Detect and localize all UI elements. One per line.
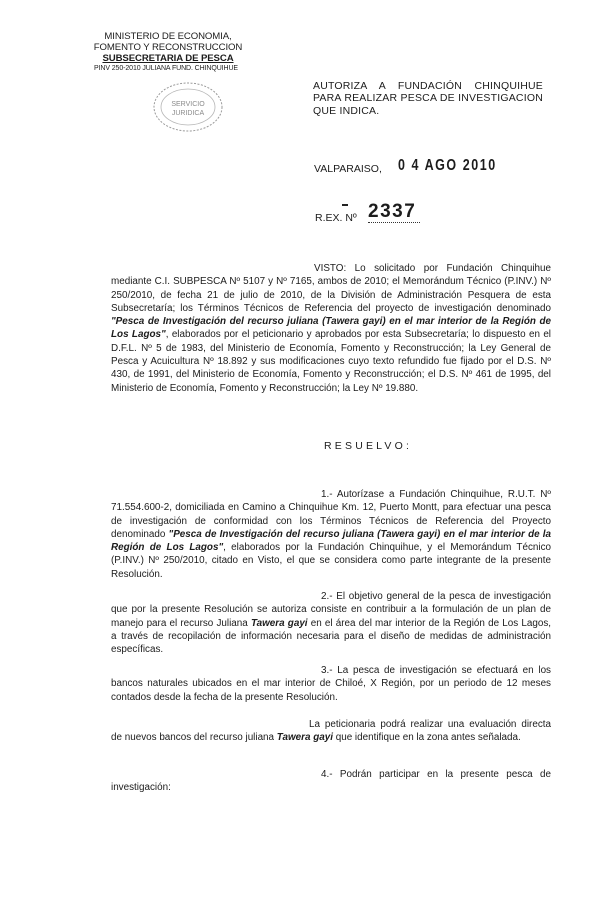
- resolution-number: 2337: [368, 201, 420, 223]
- item-1-text: 1.- Autorízase a Fundación Chinquihue, R.U.T. Nº 71.554.600-2, domiciliada en Camino a Chinquihue Km. 12, Puerto Montt, para efectuar una pesca de investigación de conformidad con los Términos Técnicos de Referencia del Proyecto denominado: [111, 489, 551, 540]
- item-3b-species: Tawera gayi: [276, 732, 333, 744]
- header-line-fomento: FOMENTO Y RECONSTRUCCION: [93, 41, 243, 53]
- item-4-text: 4.- Podrán participar en la presente pesca de investigación:: [111, 769, 551, 794]
- visto-project-title: "Pesca de Investigación del recurso juliana (Tawera gayi) en el mar interior de la Región de Los Lagos": [111, 316, 551, 341]
- item-1-project-title: "Pesca de Investigación del recurso juliana (Tawera gayi) en el mar interior de la Región de Los Lagos": [111, 528, 551, 554]
- resuelvo-heading: RESUELVO:: [324, 440, 413, 452]
- header-line-subsecretaria: SUBSECRETARIA DE PESCA: [102, 52, 234, 64]
- resolution-summary: AUTORIZA A FUNDACIÓN CHINQUIHUE PARA REALIZAR PESCA DE INVESTIGACION QUE INDICA.: [313, 80, 543, 117]
- visto-paragraph: [111, 262, 551, 395]
- item-3: [111, 664, 551, 704]
- place-label: VALPARAISO,: [314, 163, 382, 175]
- item-3b-text: La peticionaria podrá realizar una evaluación directa de nuevos bancos del recurso juliana: [111, 719, 551, 744]
- item-2-species: Tawera gayi: [250, 617, 308, 629]
- mark-tick: [342, 204, 348, 206]
- header-line-ministry: MINISTERIO DE ECONOMIA,: [104, 31, 232, 42]
- item-4: [111, 768, 551, 795]
- stamp-line-2: JURIDICA: [171, 110, 205, 117]
- item-1-text-rest: , elaborados por la Fundación Chinquihue, y el Memorándum Técnico (P.INV.) Nº 250/2010, citado en Visto, el que se considera como parte integrante de la presente Resolución.: [111, 542, 551, 580]
- ministry-header: [78, 32, 258, 73]
- item-1: [111, 488, 551, 581]
- item-2-text-rest: en el área del mar interior de la Región de Los Lagos, a través de recopilación de información necesaria para el diseño de medidas de administración específicas.: [111, 617, 552, 656]
- stamp-line-1: SERVICIO: [171, 101, 205, 108]
- item-3-continuation: [111, 718, 551, 745]
- header-line-file-ref: PINV 250-2010 JULIANA FUND. CHINQUIHUE: [93, 65, 239, 73]
- visto-text: VISTO: Lo solicitado por Fundación Chinquihue mediante C.I. SUBPESCA Nº 5107 y Nº 7165, ambos de 2010; el Memorándum Técnico (P.INV.) Nº 250/2010, de fecha 21 de julio de 2010, de la División de Administración Pesquera de esta Subsecretaría; los Términos Técnicos de Referencia del proyecto de investigación denominado: [111, 263, 551, 314]
- resolution-number-label: R.EX. Nº: [315, 212, 357, 224]
- circular-seal-stamp: [148, 80, 228, 134]
- item-2: [111, 590, 551, 656]
- date-stamp: 0 4 AGO 2010: [398, 157, 497, 174]
- item-3-text: 3.- La pesca de investigación se efectuará en los bancos naturales ubicados en el mar interior de Chiloé, X Región, por un periodo de 12 meses contados desde la fecha de la presente Resolución.: [111, 665, 551, 703]
- visto-text-rest: , elaborados por el peticionario y aprobados por esta Subsecretaría; lo dispuesto en el D.F.L. Nº 5 de 1983, del Ministerio de Economía, Fomento y Reconstrucción; la Ley General de Pesca y Acuicultura Nº 18.892 y sus modificaciones cuyo texto refundido fue fijado por el D.S. Nº 430, de 1991, del Ministerio de Economía, Fomento y Reconstrucción; el D.S. Nº 461 de 1995, del Ministerio de Economía, Fomento y Reconstrucción; la Ley Nº 19.880.: [111, 329, 552, 394]
- item-3b-text-rest: que identifique en la zona antes señalada.: [332, 732, 521, 744]
- item-2-text: 2.- El objetivo general de la pesca de investigación que por la presente Resolución se autoriza consiste en contribuir a la formulación de un plan de manejo para el recurso Juliana: [111, 591, 551, 629]
